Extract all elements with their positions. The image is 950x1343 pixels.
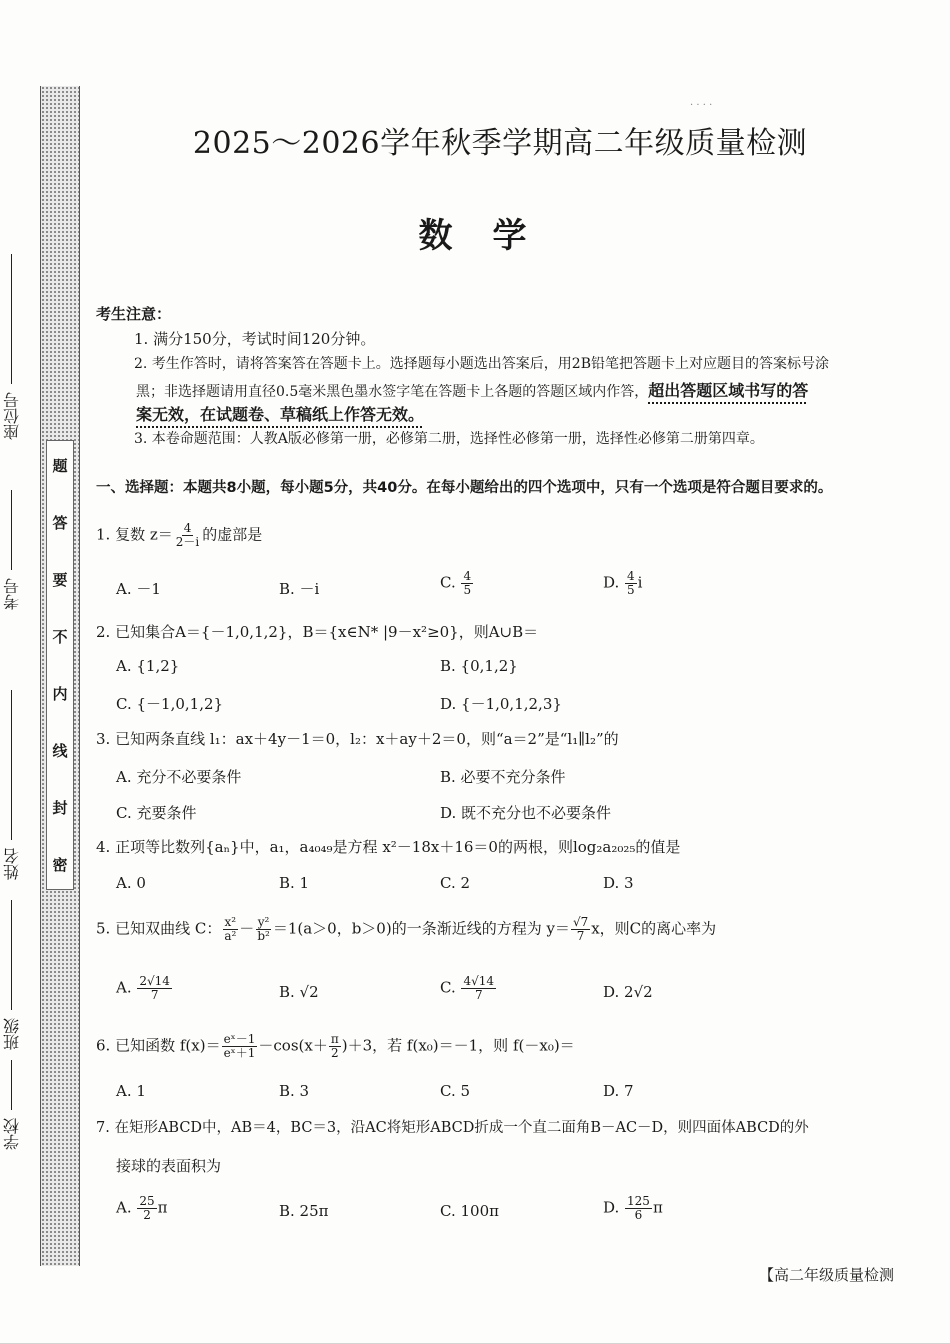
q7-option-d[interactable]: D. $\frac{125}{6}$ π [603,1194,663,1223]
q1-option-d[interactable]: D. $\frac{4}{5}$ i [603,569,643,598]
q5-option-d[interactable]: D. 2√2 [603,983,653,1001]
q4-option-d[interactable]: D. 3 [603,874,634,892]
q7-option-b[interactable]: B. 25π [279,1202,329,1220]
q7-option-c[interactable]: C. 100π [440,1202,499,1220]
field-name[interactable]: 姓名 [2,660,22,880]
seal-line-notice: 题 答 要 不 内 线 封 密 [46,440,74,890]
corner-mark: · · · · [690,100,713,111]
q3-option-a[interactable]: A. 充分不必要条件 [116,768,242,786]
question-6: 6. 已知函数 f(x)＝ $\frac{\text{eˣ－1}}{\text{eˣ＋1}}$ －cos(x＋ $\frac{\pi}{2}$ )＋3，若 f(x₀)＝－1，则 f(－x₀)＝ [96,1032,575,1061]
question-2: 2. 已知集合A＝{－1,0,1,2}，B＝{x∈N* |9－x²≥0}，则A∪B＝ [96,623,539,641]
section-heading: 一、选择题：本题共8小题，每小题5分，共40分。在每小题给出的四个选项中，只有一个选项是符合题目要求的。 [96,480,833,496]
field-school[interactable]: 学校 [2,1050,22,1150]
q4-option-b[interactable]: B. 1 [279,874,310,892]
q2-option-c[interactable]: C. {－1,0,1,2} [116,695,224,713]
field-seat-number[interactable]: 座位号 [2,200,22,440]
page-footer: 【高二年级质量检测 [758,1266,894,1284]
q3-option-d[interactable]: D. 既不充分也不必要条件 [440,804,612,822]
q3-option-b[interactable]: B. 必要不充分条件 [440,768,566,786]
q6-option-a[interactable]: A. 1 [116,1082,146,1100]
question-5: 5. 已知双曲线 C： $\frac{\text{x²}}{\text{a²}}$ － $\frac{\text{y²}}{\text{b²}}$ ＝1(a＞0，b＞0)的一条渐近线的方程为 y＝ $\frac{√7}{7}$ x，则C的离心率为 [96,915,717,944]
question-7a: 7. 在矩形ABCD中，AB＝4，BC＝3，沿AC将矩形ABCD折成一个直二面角B－AC－D，则四面体ABCD的外 [96,1120,809,1136]
q6-option-d[interactable]: D. 7 [603,1082,634,1100]
subject-title: 数学 [418,216,567,256]
notice-emphasis-2: 案无效，在试题卷、草稿纸上作答无效。 [136,405,425,424]
q3-option-c[interactable]: C. 充要条件 [116,804,197,822]
q5-option-b[interactable]: B. √2 [279,983,319,1001]
q5-option-c[interactable]: C. $\frac{4√14}{7}$ [440,974,495,1003]
notice-heading: 考生注意： [96,305,172,323]
notice-emphasis-1: 超出答题区域书写的答 [648,381,809,400]
field-exam-number[interactable]: 考号 [2,470,22,610]
notice-item-2b: 黑；非选择题请用直径0.5毫米黑色墨水签字笔在答题卡上各题的答题区域内作答，超出答题区域书写的答 [136,381,809,400]
q1-option-a[interactable]: A. －1 [116,580,161,598]
q4-option-c[interactable]: C. 2 [440,874,471,892]
field-class[interactable]: 班级 [2,880,22,1050]
question-4: 4. 正项等比数列{aₙ}中，a₁，a₄₀₄₉是方程 x²－18x＋16＝0的两根，则log₂a₂₀₂₅的值是 [96,838,681,856]
q2-option-b[interactable]: B. {0,1,2} [440,657,518,675]
q4-option-a[interactable]: A. 0 [116,874,146,892]
question-3: 3. 已知两条直线 l₁：ax＋4y－1＝0，l₂：x＋ay＋2＝0，则“a＝2”是“l₁∥l₂”的 [96,730,619,748]
q1-option-c[interactable]: C. $\frac{4}{5}$ [440,569,472,598]
notice-item-3: 3. 本卷命题范围：人教A版必修第一册，必修第二册，选择性必修第一册，选择性必修第二册第四章。 [134,431,764,447]
question-1: 1. 复数 z＝ $\frac{4}{2-i}$ 的虚部是 [96,521,263,550]
q7-option-a[interactable]: A. $\frac{25}{2}$ π [116,1194,168,1223]
q2-option-a[interactable]: A. {1,2} [116,657,180,675]
q5-option-a[interactable]: A. $\frac{2√14}{7}$ [116,974,170,1003]
q1-option-b[interactable]: B. －i [279,580,320,598]
q1-fraction: $\frac{4}{2-i}$ [175,521,200,550]
q6-option-b[interactable]: B. 3 [279,1082,310,1100]
question-7b: 接球的表面积为 [116,1157,222,1175]
q2-option-d[interactable]: D. {－1,0,1,2,3} [440,695,562,713]
exam-title: 2025～2026学年秋季学期高二年级质量检测 [192,126,808,161]
notice-item-2a: 2. 考生作答时，请将答案答在答题卡上。选择题每小题选出答案后，用2B铅笔把答题卡上对应题目的答案标号涂 [134,356,830,372]
notice-item-1: 1. 满分150分，考试时间120分钟。 [134,330,376,348]
q6-option-c[interactable]: C. 5 [440,1082,471,1100]
